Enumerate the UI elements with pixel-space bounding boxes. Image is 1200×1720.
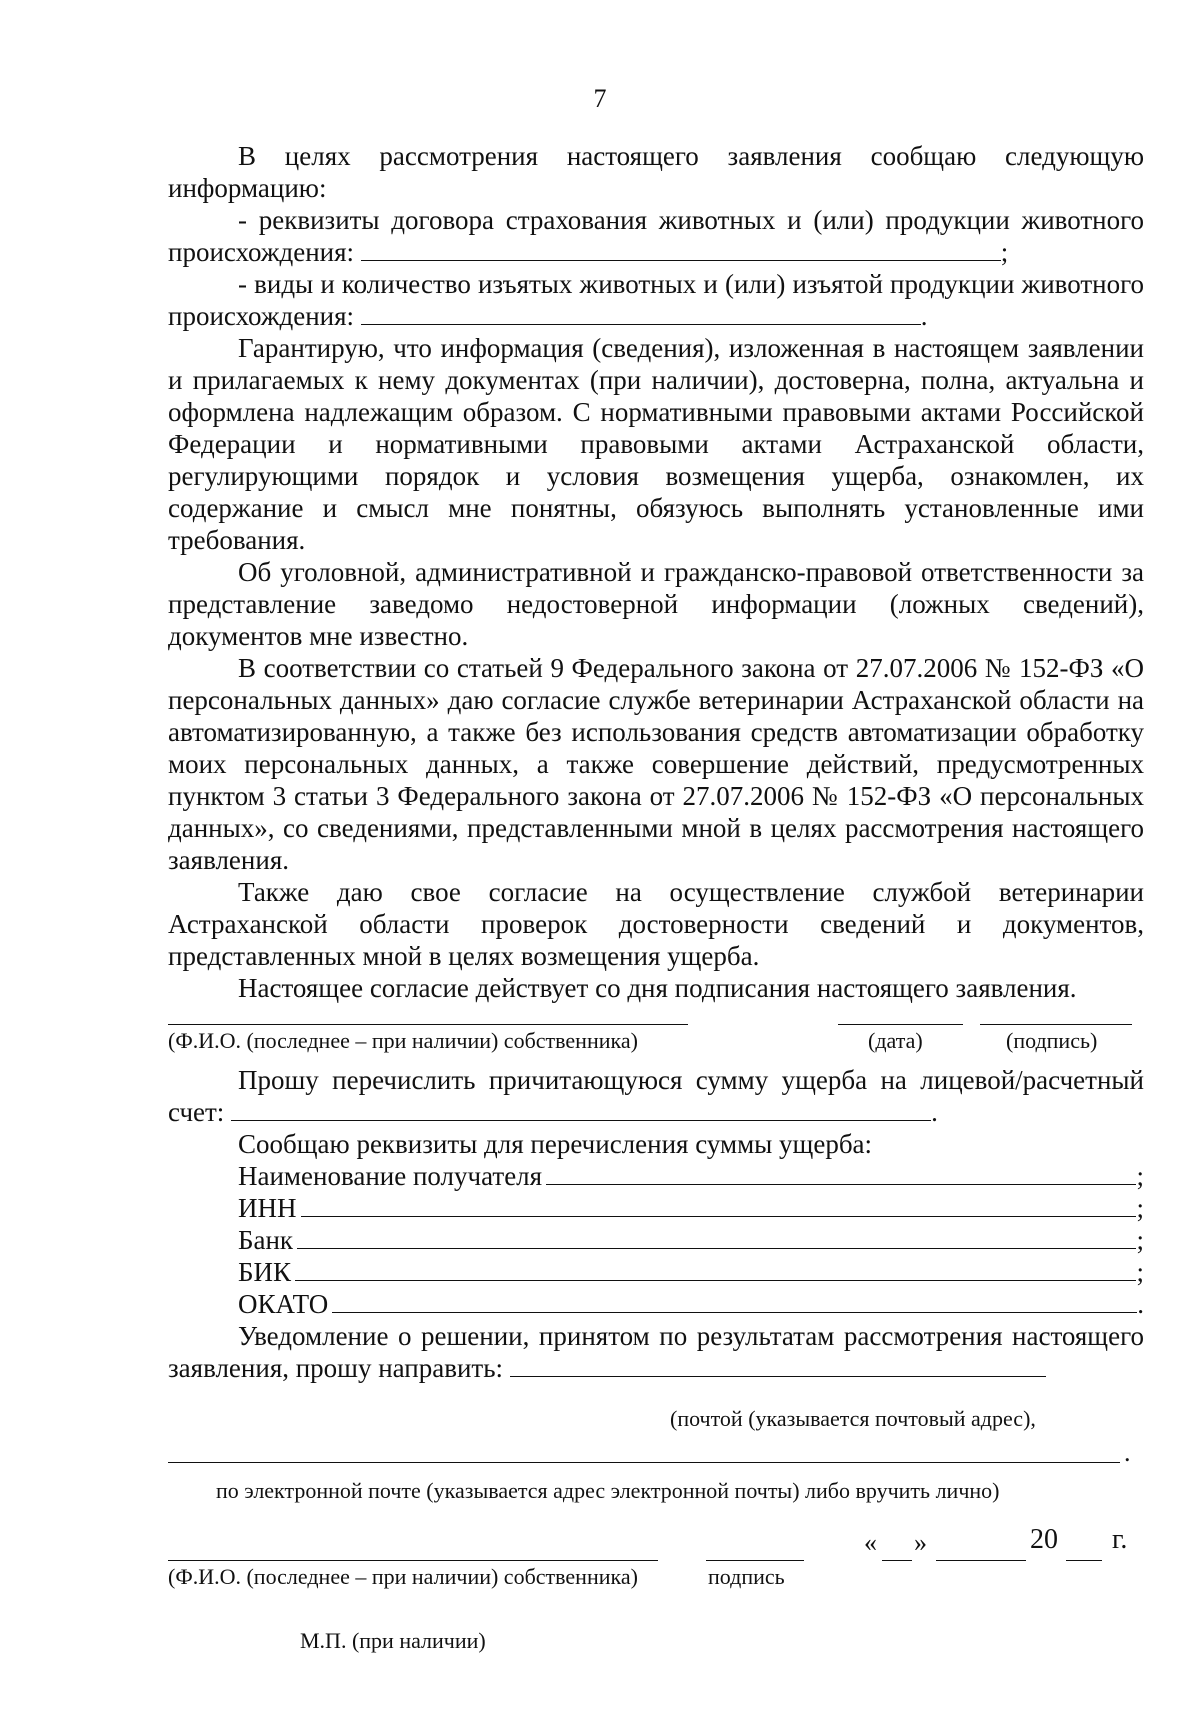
insurance-contract-field[interactable] [361,238,1001,261]
signature-line[interactable] [980,1024,1132,1025]
account-number-field[interactable] [231,1098,931,1121]
payment-details-block [168,1064,1144,1384]
notification-text: Уведомление о решении, принятом по результатам рассмотрения настоящего заявления, прошу направить: [168,1321,1144,1383]
email-address-line[interactable] [168,1462,1120,1463]
okato-row [168,1288,1144,1320]
signature-caption: (подпись) [1006,1028,1098,1053]
bik-field[interactable] [295,1258,1136,1281]
statement-body [168,140,1144,1004]
paragraph-personal-data-consent: В соответствии со статьей 9 Федерального закона от 27.07.2006 № 152-ФЗ «О персональных данных» даю согласие службе ветеринарии Астраханской области на автоматизированную, а также без использования средств автоматизации обработку моих персональных данных, а также совершение действий, предусмотренных пунктом 3 статьи 3 Федерального закона от 27.07.2006 № 152-ФЗ «О персональных данных», со сведениями, представленными мной в целях рассмотрения настоящего заявления. [168,653,1144,875]
recipient-name-end: ; [1136,1161,1144,1191]
seized-animals-label: - виды и количество изъятых животных и (или) изъятой продукции животного происхождения: [168,269,1144,331]
date-line[interactable] [838,1024,963,1025]
paragraph-guarantee: Гарантирую, что информация (сведения), изложенная в настоящем заявлении и прилагаемых к нему документах (при наличии), достоверна, полна, актуальна и оформлена надлежащим образом. С нормативными правовыми актами Российской Федерации и нормативными правовыми актами Астраханской области, регулирующими порядок и условия возмещения ущерба, ознакомлен, их содержание и смысл мне понятны, обязуюсь выполнять установленные ими требования. [168,333,1144,555]
notification-address-field[interactable] [510,1354,1046,1377]
okato-field[interactable] [332,1290,1137,1313]
email-address-hint: по электронной почте (указывается адрес электронной почты) либо вручить лично) [216,1478,1000,1503]
page-number: 7 [593,84,607,113]
bik-label: БИК [238,1257,292,1287]
date-caption: (дата) [868,1028,923,1053]
owner-name-line-2[interactable] [168,1560,658,1561]
paragraph-verification-consent: Также даю свое согласие на осуществление службой ветеринарии Астраханской области проверок достоверности сведений и документов, представленных мной в целях возмещения ущерба. [168,877,1144,971]
bik-row [168,1256,1144,1288]
payment-request [168,1064,1144,1128]
insurance-contract-label: - реквизиты договора страхования животных и (или) продукции животного происхождения: [168,205,1144,267]
bank-field[interactable] [297,1226,1136,1249]
signature-line-2[interactable] [706,1560,804,1561]
date-day-line[interactable] [882,1560,912,1561]
date-month-line[interactable] [936,1560,1026,1561]
insurance-contract-end: ; [1000,237,1009,267]
date-day-close: » [914,1528,927,1557]
recipient-name-field[interactable] [546,1162,1136,1185]
signature-caption-2: подпись [708,1564,785,1589]
paragraph-consent-validity: Настоящее согласие действует со дня подписания настоящего заявления. [238,973,1077,1003]
seized-animals-end: . [920,301,928,331]
okato-label: ОКАТО [238,1289,329,1319]
seized-animals-field[interactable] [361,302,921,325]
payment-details-intro: Сообщаю реквизиты для перечисления суммы ущерба: [238,1129,873,1159]
recipient-name-label: Наименование получателя [238,1161,543,1191]
date-day-open: « [864,1528,877,1557]
date-year-prefix: 20 [1030,1524,1058,1555]
owner-name-caption: (Ф.И.О. (последнее – при наличии) собственника) [168,1028,638,1053]
notification-request [168,1320,1144,1384]
okato-end: . [1137,1289,1144,1319]
inn-label: ИНН [238,1193,297,1223]
inn-end: ; [1136,1193,1144,1223]
date-year-suffix: г. [1112,1524,1128,1555]
payment-request-end: . [931,1097,938,1127]
signature-block-owner [168,1024,1144,1064]
paragraph-seized-animals [168,268,1144,332]
paragraph-intro: В целях рассмотрения настоящего заявления сообщаю следующую информацию: [168,141,1144,203]
bank-end: ; [1136,1225,1144,1255]
recipient-name-row [168,1160,1144,1192]
stamp-note: М.П. (при наличии) [300,1628,486,1653]
email-address-end: . [1124,1438,1131,1467]
payment-request-text: Прошу перечислить причитающуюся сумму ущерба на лицевой/расчетный счет: [168,1065,1144,1127]
bik-end: ; [1136,1257,1144,1287]
inn-field[interactable] [301,1194,1137,1217]
bank-row [168,1224,1144,1256]
date-year-line[interactable] [1066,1560,1102,1561]
owner-name-line[interactable] [168,1024,688,1025]
inn-row [168,1192,1144,1224]
owner-name-caption-2: (Ф.И.О. (последнее – при наличии) собственника) [168,1564,638,1589]
postal-address-hint: (почтой (указывается почтовый адрес), [670,1406,1036,1431]
bank-label: Банк [238,1225,294,1255]
paragraph-insurance-contract [168,204,1144,268]
paragraph-liability: Об уголовной, административной и гражданско-правовой ответственности за представление заведомо недостоверной информации (ложных сведений), документов мне известно. [168,557,1144,651]
